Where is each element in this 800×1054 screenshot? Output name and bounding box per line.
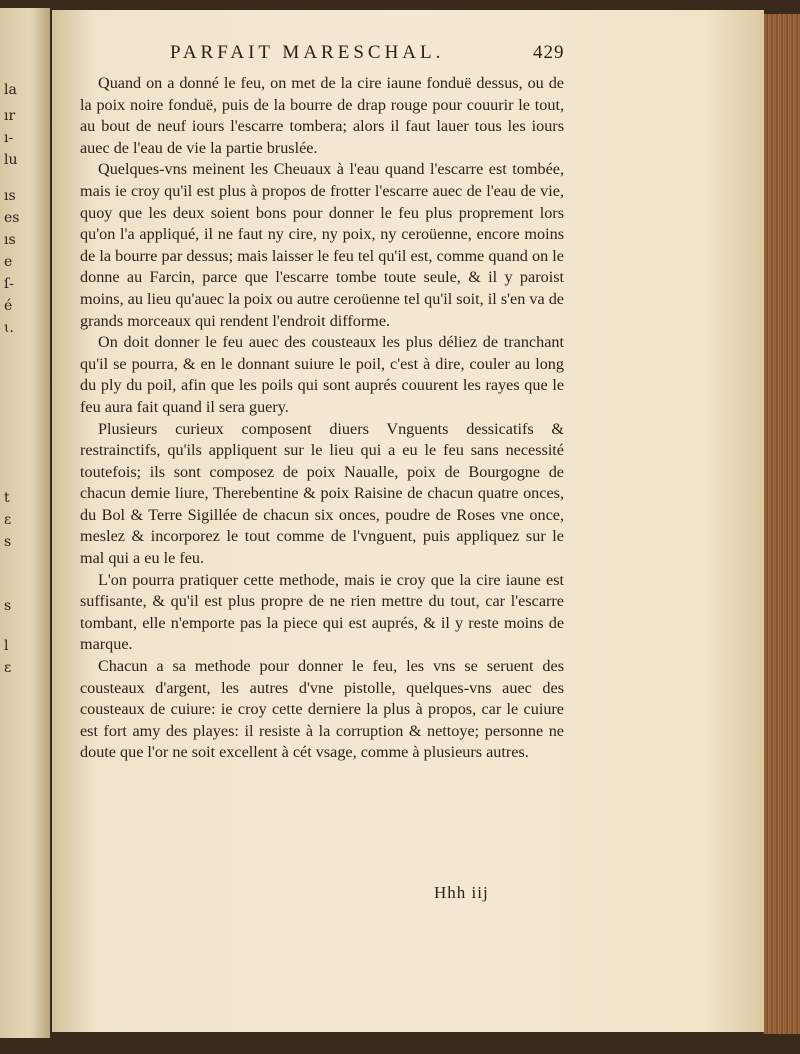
paragraph: On doit donner le feu auec des cousteaux les plus déliez de tranchant qu'il se pourra, & en le donnant suiure le poil, c'est à dire, couler au long du ply du poil, afin que les poils qui sont auprés couurent les rayes que le feu aura fait quand il sera guery. bbox=[80, 333, 564, 416]
margin-fragment: ı- bbox=[4, 130, 14, 146]
margin-fragment: ɛ bbox=[4, 512, 12, 528]
page-number: 429 bbox=[533, 42, 565, 63]
margin-fragment: ıs bbox=[4, 188, 16, 204]
margin-fragment: ɩ. bbox=[4, 320, 14, 336]
paragraph: Chacun a sa methode pour donner le feu, les vns se seruent des cousteaux d'argent, les autres d'vne pistolle, quelques-vns auec des cousteaux de cuiure: ie croy cette derniere la plus à propos, car le cuiure est fort amy des playes: il resiste à la corruption & nettoye; personne ne doute que l'or ne soit excellent à cét vsage, comme à plusieurs autres. bbox=[80, 657, 564, 762]
running-title: PARFAIT MARESCHAL. bbox=[170, 42, 445, 63]
page-block-edge bbox=[764, 14, 800, 1034]
margin-fragment: s bbox=[4, 534, 12, 550]
margin-fragment: la bbox=[4, 82, 17, 98]
body-text bbox=[80, 73, 564, 764]
paragraph: L'on pourra pratiquer cette methode, mais ie croy que la cire iaune est suffisante, & qu'il est plus propre de ne rien mettre du tout, car l'escarre tombant, elle n'emporte pas la piece qui est auprés, & il y reste moins de marque. bbox=[80, 570, 564, 654]
facing-page-edge bbox=[0, 8, 50, 1038]
margin-fragment: e bbox=[4, 254, 13, 270]
margin-fragment: ır bbox=[4, 108, 16, 124]
margin-fragment: s bbox=[4, 598, 12, 614]
paragraph: Quelques-vns meinent les Cheuaux à l'eau quand l'escarre est tombée, mais ie croy qu'il est plus à propos de frotter l'escarre auec de l'eau de vie, quoy que les deux soient bons pour donner le feu plus proprement lors qu'on l'a appliqué, il ne faut ny cire, ny poix, ny ceroüenne, encore moins de la bourre par dessus; mais laisser le feu tel qu'il est, comme quand on le donne au Farcin, parce que l'escarre tombe toute seule, & il y paroist moins, au lieu qu'auec la poix ou autre ceroüenne tel qu'il soit, il s'en va de grands morceaux qui rendent l'endroit difforme. bbox=[80, 160, 564, 330]
margin-fragment: t bbox=[4, 490, 10, 506]
signature-mark: Hhh iij bbox=[434, 883, 489, 902]
margin-fragment: ſ- bbox=[4, 276, 14, 292]
margin-fragment: lu bbox=[4, 152, 18, 168]
paragraph: Plusieurs curieux composent diuers Vnguents dessicatifs & restrainctifs, qu'ils appliquent sur le lieu qui a eu le feu sans necessité toutefois; ils sont composez de poix Naualle, poix de Bourgogne de chacun demie liure, Therebentine & poix Raisine de chacun quatre onces, du Bol & Terre Sigillée de chacun six onces, poudre de Roses vne once, meslez & incorporez le tout comme de l'vnguent, puis appliquez sur le mal qui a eu le feu. bbox=[80, 419, 564, 568]
margin-fragment: es bbox=[4, 210, 20, 226]
margin-fragment: ıs bbox=[4, 232, 16, 248]
margin-fragment: l bbox=[4, 638, 9, 654]
paragraph: Quand on a donné le feu, on met de la cire iaune fonduë dessus, ou de la poix noire fonduë, puis de la bourre de drap rouge pour couurir le tout, au bout de neuf iours l'escarre tombera; alors il faut lauer tous les iours auec de l'eau de vie la partie bruslée. bbox=[80, 74, 564, 157]
margin-fragment: é bbox=[4, 298, 13, 314]
margin-fragment: ɛ bbox=[4, 660, 12, 676]
